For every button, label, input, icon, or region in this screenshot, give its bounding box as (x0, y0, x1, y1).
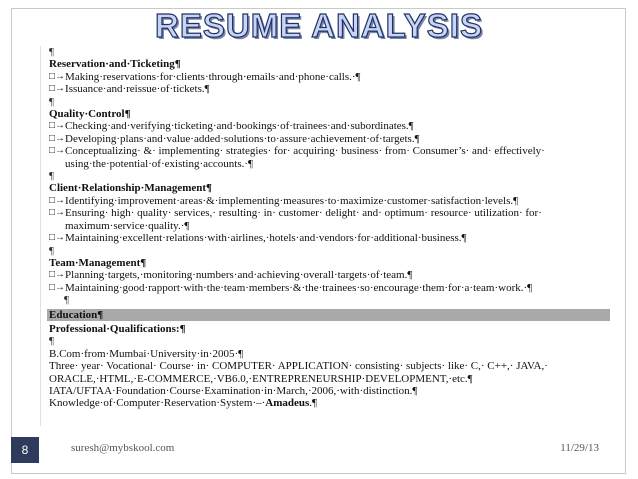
qualification-line-crs: Knowledge·of·Computer·Reservation·System·–·Amadeus.¶ (49, 397, 318, 410)
checkbox-bullet-icon: □→ (49, 232, 66, 244)
resume-document-image (40, 46, 610, 426)
resume-text (49, 46, 607, 410)
list-item: □→ Making·reservations·for·clients·through·emails·and·phone·calls.·¶ (49, 70, 361, 83)
list-item: □→ Maintaining·good·rapport·with·the·team·members·&·the·trainees·so·encourage·them·for·a·team·work.·¶ (49, 281, 533, 294)
qualification-line: Three· year· Vocational· Course· in· COMPUTER· APPLICATION· consisting· subjects· like· C,· C++,· JAVA,· ORACLE,·HTML,·E-COMMERCE,·VB6.0,·ENTREPRENEURSHIP·DEVELOPMENT,·etc.¶ (49, 360, 548, 385)
checkbox-bullet-icon: □→ (49, 120, 66, 132)
empty-paragraph: ¶ (49, 244, 54, 257)
list-item: □→ Issuance·and·reissue·of·tickets.¶ (49, 83, 210, 96)
checkbox-bullet-icon: □→ (49, 194, 66, 206)
list-item: □→ Conceptualizing· &· implementing· strategies· for· acquiring· business· from· Consumer’s· and· effectively· using·the·potential·of·existing·accounts.·¶ (49, 145, 545, 170)
empty-paragraph: ¶ (49, 95, 54, 108)
empty-paragraph: ¶ (49, 46, 54, 58)
section-heading-team: Team·Management¶ (49, 256, 147, 269)
checkbox-bullet-icon: □→ (49, 269, 66, 281)
list-item: □→ Checking·and·verifying·ticketing·and·bookings·of·trainees·and·subordinates.¶ (49, 120, 414, 133)
page-number: 8 (11, 437, 39, 463)
list-item: □→ Developing·plans·and·value·added·solutions·to·assure·achievement·of·targets.¶ (49, 132, 420, 145)
empty-paragraph: ¶ (49, 335, 54, 348)
list-item: □→ Planning·targets,·monitoring·numbers·and·achieving·overall·targets·of·team.¶ (49, 269, 413, 282)
footer-date: 11/29/13 (560, 442, 599, 454)
section-heading-education: Education¶ (47, 309, 610, 321)
list-item: □→ Identifying·improvement·areas·&·implementing·measures·to·maximize·customer·satisfaction·levels.¶ (49, 194, 519, 207)
section-heading-quality: Quality·Control¶ (49, 108, 131, 121)
empty-paragraph: ¶ (64, 294, 69, 307)
professional-qualifications-heading: Professional·Qualifications:¶ (49, 322, 186, 335)
section-heading-reservation: Reservation·and·Ticketing¶ (49, 58, 181, 71)
qualification-line: IATA/UFTAA·Foundation·Course·Examination·in·March,·2006,·with·distinction.¶ (49, 384, 418, 397)
footer-email: suresh@mybskool.com (71, 442, 175, 454)
amadeus-text: Amadeus (265, 397, 310, 410)
slide-footer (11, 437, 626, 463)
checkbox-bullet-icon: □→ (49, 70, 66, 82)
empty-paragraph: ¶ (49, 170, 54, 183)
checkbox-bullet-icon: □→ (49, 83, 66, 95)
list-item: □→ Maintaining·excellent·relations·with·airlines,·hotels·and·vendors·for·additional·business.¶ (49, 232, 467, 245)
section-heading-crm: Client·Relationship·Management¶ (49, 182, 212, 195)
checkbox-bullet-icon: □→ (49, 281, 66, 293)
checkbox-bullet-icon: □→ (49, 207, 66, 219)
checkbox-bullet-icon: □→ (49, 132, 66, 144)
slide-title: RESUME ANALYSIS (155, 7, 483, 44)
checkbox-bullet-icon: □→ (49, 145, 66, 157)
qualification-line: B.Com·from·Mumbai·University·in·2005·¶ (49, 347, 244, 360)
list-item: □→ Ensuring· high· quality· services,· resulting· in· customer· delight· and· optimum· resource· utilization· for· maximum·service·quality.·¶ (49, 207, 542, 232)
